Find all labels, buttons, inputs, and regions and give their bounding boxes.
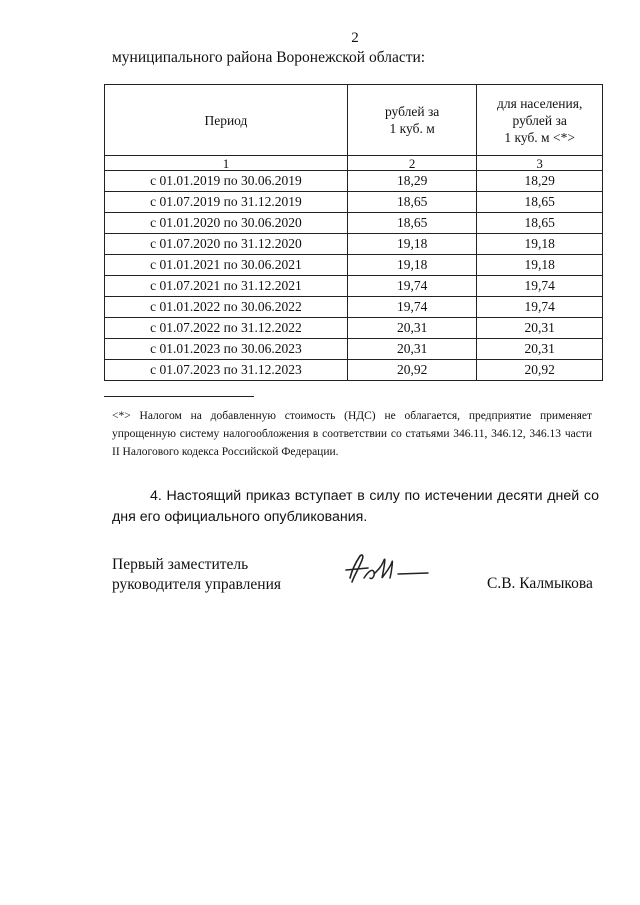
table-row xyxy=(105,339,603,360)
rate-b-cell: 18,65 xyxy=(477,213,603,234)
period-cell: с 01.07.2022 по 31.12.2022 xyxy=(105,318,348,339)
clause-4: 4. Настоящий приказ вступает в силу по истечении десяти дней со дня его официального опубликования. xyxy=(112,488,599,525)
header-rate-b-line: рублей за xyxy=(512,112,567,128)
rate-b-cell: 19,18 xyxy=(477,255,603,276)
column-number: 3 xyxy=(477,156,603,171)
table-row xyxy=(105,192,603,213)
handwritten-signature xyxy=(342,548,432,592)
rate-a-cell: 18,65 xyxy=(347,192,476,213)
rate-b-cell: 18,65 xyxy=(477,192,603,213)
rate-a-cell: 20,31 xyxy=(347,318,476,339)
table-row xyxy=(105,360,603,381)
period-cell: с 01.07.2019 по 31.12.2019 xyxy=(105,192,348,213)
signer-title-line: руководителя управления xyxy=(112,576,282,593)
footnote-divider xyxy=(104,396,254,397)
footnote: <*> Налогом на добавленную стоимость (НДС) не облагается, предприятие применяет упрощенную систему налогообложения в соответствии со статьями 346.11, 346.12, 346.13 части II Налогового кодекса Российской Федерации. xyxy=(112,410,592,458)
rate-b-cell: 19,18 xyxy=(477,234,603,255)
rate-b-cell: 19,74 xyxy=(477,297,603,318)
header-rate-b-line: для населения, xyxy=(497,95,583,111)
rate-a-cell: 18,65 xyxy=(347,213,476,234)
tariff-table xyxy=(104,84,603,381)
column-number-row xyxy=(105,156,603,171)
table-row xyxy=(105,318,603,339)
rate-b-cell: 20,31 xyxy=(477,318,603,339)
header-rate-b xyxy=(477,85,603,156)
period-cell: с 01.07.2021 по 31.12.2021 xyxy=(105,276,348,297)
table-row xyxy=(105,255,603,276)
header-rate-b-line: 1 куб. м <*> xyxy=(504,129,575,145)
rate-a-cell: 20,92 xyxy=(347,360,476,381)
period-cell: с 01.01.2021 по 30.06.2021 xyxy=(105,255,348,276)
rate-a-cell: 18,29 xyxy=(347,171,476,192)
intro-text: муниципального района Воронежской области: xyxy=(112,49,426,66)
table-row xyxy=(105,276,603,297)
header-rate-a xyxy=(347,85,476,156)
table-row xyxy=(105,213,603,234)
period-cell: с 01.01.2023 по 30.06.2023 xyxy=(105,339,348,360)
period-cell: с 01.07.2023 по 31.12.2023 xyxy=(105,360,348,381)
rate-a-cell: 19,74 xyxy=(347,297,476,318)
rate-a-cell: 20,31 xyxy=(347,339,476,360)
header-rate-a-line: рублей за xyxy=(384,104,440,119)
column-number: 2 xyxy=(347,156,476,171)
rate-a-cell: 19,74 xyxy=(347,276,476,297)
rate-b-cell: 20,92 xyxy=(477,360,603,381)
period-cell: с 01.01.2019 по 30.06.2019 xyxy=(105,171,348,192)
rate-b-cell: 19,74 xyxy=(477,276,603,297)
table-row xyxy=(105,297,603,318)
table-row xyxy=(105,234,603,255)
table-header-row xyxy=(105,85,603,156)
header-period: Период xyxy=(105,85,348,156)
rate-b-cell: 20,31 xyxy=(477,339,603,360)
rate-a-cell: 19,18 xyxy=(347,255,476,276)
rate-b-cell: 18,29 xyxy=(477,171,603,192)
signer-title xyxy=(112,555,281,595)
signer-title-line: Первый заместитель xyxy=(112,556,249,573)
period-cell: с 01.01.2020 по 30.06.2020 xyxy=(105,213,348,234)
page-number: 2 xyxy=(351,30,359,46)
period-cell: с 01.01.2022 по 30.06.2022 xyxy=(105,297,348,318)
rate-a-cell: 19,18 xyxy=(347,234,476,255)
column-number: 1 xyxy=(105,156,348,171)
signer-name: С.В. Калмыкова xyxy=(487,575,593,592)
table-row xyxy=(105,171,603,192)
period-cell: с 01.07.2020 по 31.12.2020 xyxy=(105,234,348,255)
header-rate-a-line: 1 куб. м xyxy=(389,121,435,136)
